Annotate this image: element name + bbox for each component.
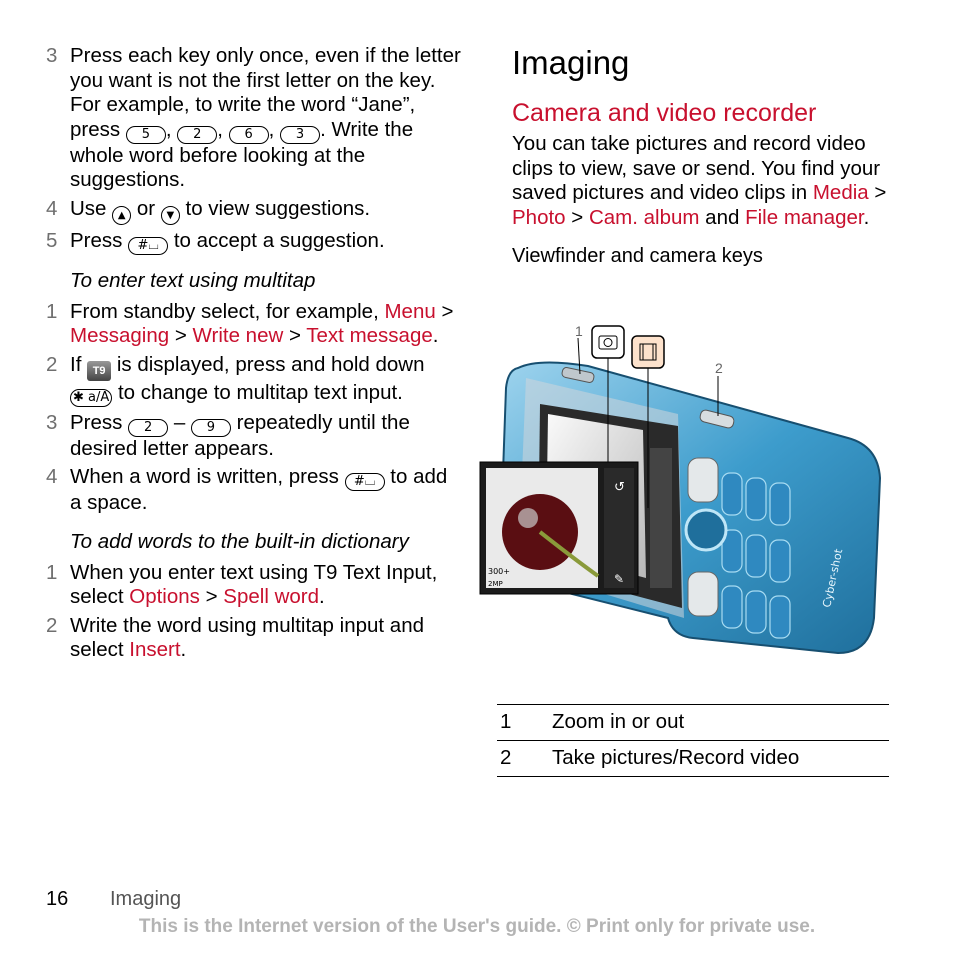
table-row: 1 Zoom in or out (497, 705, 889, 741)
step-number: 4 (46, 465, 58, 489)
page-number: 16 (46, 888, 69, 910)
list-item: 1 From standby select, for example, Menu > Messaging > Write new > Text message. (46, 299, 454, 348)
cam-album-link: Cam. album (588, 205, 700, 229)
callout-2: 2 (715, 360, 723, 376)
text-message-link: Text message (306, 324, 433, 348)
video-mode-icon (632, 336, 664, 368)
list-item: 1 When you enter text using T9 Text Input, select Options > Spell word. (46, 560, 438, 609)
t9-icon: T9 (87, 361, 111, 381)
figure-heading: Viewfinder and camera keys (512, 245, 763, 268)
list-item: 2 Write the word using multitap input and select Insert. (46, 613, 425, 662)
options-link: Options (129, 585, 200, 609)
resolution-label: 2MP (488, 580, 503, 588)
key-5-icon: 5 (126, 126, 166, 144)
key-hash-icon: #⌴ (345, 473, 385, 491)
navigation-down-icon: ▼ (161, 206, 180, 225)
key-2-icon: 2 (128, 419, 168, 437)
step-number: 4 (46, 196, 58, 220)
section-title: Camera and video recorder (512, 99, 817, 127)
step-number: 2 (46, 613, 58, 637)
step-number: 1 (46, 560, 58, 584)
table-row: 2 Take pictures/Record video (497, 741, 889, 777)
step-number: 1 (46, 299, 58, 323)
file-manager-link: File manager (745, 205, 864, 229)
list-item: 3 Press each key only once, even if the letter you want is not the first letter on the key. For example, to write the word “Jane”, press 5 , 2 , 6 , 3 . Write the whole word before looking at the suggestions. (46, 44, 461, 192)
key-2-icon: 2 (177, 126, 217, 144)
media-link: Media (812, 181, 869, 205)
messaging-link: Messaging (70, 324, 170, 348)
photo-link: Photo (512, 205, 566, 229)
key-3-icon: 3 (280, 126, 320, 144)
picture-counter: 300+ (488, 567, 510, 576)
procedure-heading: To add words to the built-in dictionary (70, 529, 409, 553)
list-item: 3 Press 2 – 9 repeatedly until the desired letter appears. (46, 410, 410, 460)
keypad (722, 473, 790, 638)
right-column (512, 44, 912, 268)
page-title: Imaging (512, 44, 630, 81)
footer-section: Imaging (110, 888, 182, 910)
svg-text:↺: ↺ (614, 480, 625, 495)
write-new-link: Write new (192, 324, 284, 348)
callout-1: 1 (575, 323, 583, 339)
insert-link: Insert (129, 638, 181, 662)
svg-text:✎: ✎ (614, 572, 625, 586)
procedure-heading: To enter text using multitap (70, 268, 316, 292)
list-item: 2 If T9 is displayed, press and hold down ✱ a/A to change to multitap text input. (46, 352, 425, 405)
brand-label: Cyber-shot (820, 547, 846, 609)
phone-svg (478, 318, 898, 678)
key-legend-table (497, 704, 889, 777)
step-number: 5 (46, 228, 58, 252)
intro-paragraph: You can take pictures and record video clips to view, save or send. You find your saved pictures and video clips in Media > Photo > Cam. album and File manager. (512, 132, 887, 229)
key-9-icon: 9 (191, 419, 231, 437)
key-hash-icon: #⌴ (128, 237, 168, 255)
navigation-key (686, 510, 726, 550)
list-item: 5 Press #⌴ to accept a suggestion. (46, 228, 385, 253)
left-column (46, 44, 461, 667)
page-footer (46, 888, 181, 911)
navigation-up-icon: ▲ (112, 206, 131, 225)
legal-notice: This is the Internet version of the User's guide. © Print only for private use. (138, 916, 816, 937)
spell-word-link: Spell word (223, 585, 320, 609)
key-6-icon: 6 (229, 126, 269, 144)
phone-illustration (478, 318, 898, 678)
list-item: 4 When a word is written, press #⌴ to add a space. (46, 465, 448, 515)
camera-mode-icon (592, 326, 624, 358)
step-number: 3 (46, 410, 58, 434)
step-number: 3 (46, 44, 58, 67)
step-number: 2 (46, 352, 58, 376)
list-item: 4 Use ▲ or ▼ to view suggestions. (46, 197, 461, 225)
key-star-icon: ✱ a/A (70, 389, 112, 407)
menu-link: Menu (384, 299, 436, 323)
